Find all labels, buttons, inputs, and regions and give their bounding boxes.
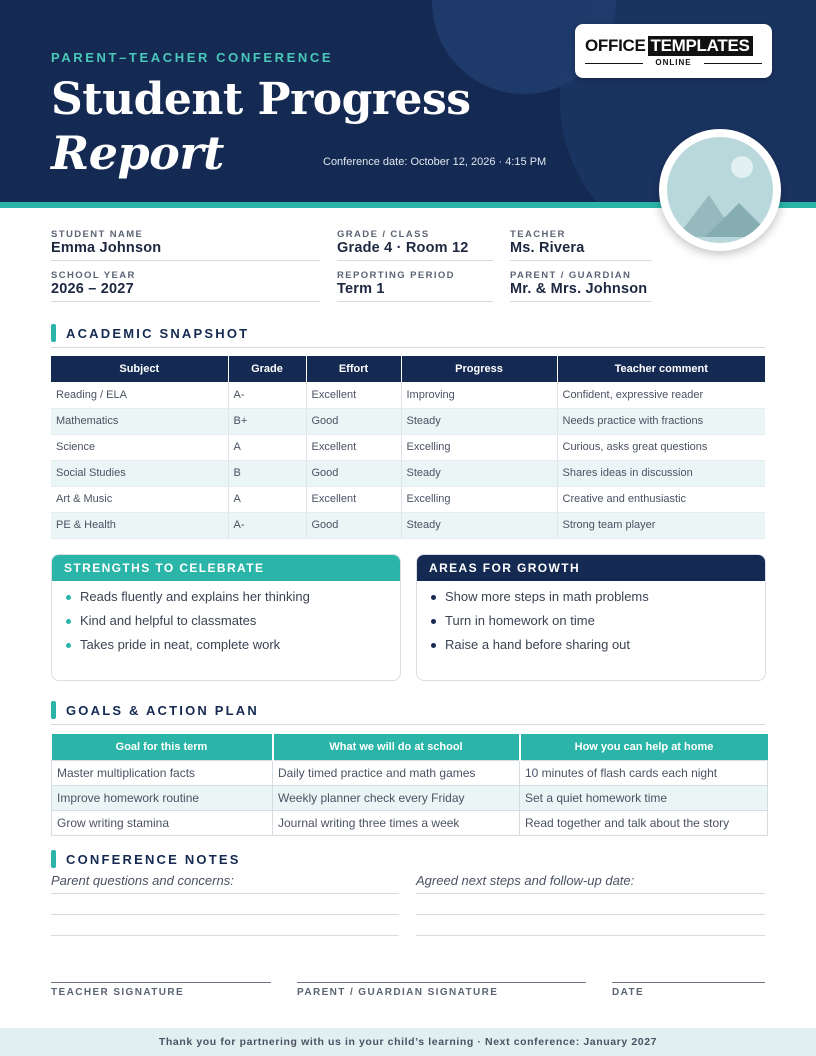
growth-card [416, 554, 766, 681]
table-cell: A [228, 486, 306, 512]
table-row [51, 434, 765, 460]
table-cell: Steady [401, 408, 557, 434]
table-cell: Mathematics [51, 408, 228, 434]
table-cell: Steady [401, 460, 557, 486]
table-row [51, 382, 765, 408]
grade-class-field [337, 229, 493, 261]
table-cell: B [228, 460, 306, 486]
column-header: What we will do at school [273, 734, 520, 760]
table-row [51, 460, 765, 486]
student-name-field [51, 229, 320, 261]
table-cell: Daily timed practice and math games [273, 760, 520, 785]
column-header: Progress [401, 356, 557, 382]
table-cell: Excellent [306, 382, 401, 408]
column-header: How you can help at home [520, 734, 768, 760]
guardian-field [510, 270, 652, 302]
table-cell: PE & Health [51, 512, 228, 538]
grade-class: Grade 4 · Room 12 [337, 240, 469, 256]
section-title: ACADEMIC SNAPSHOT [66, 326, 250, 341]
table-cell: Grow writing stamina [52, 810, 273, 835]
note-writing-line[interactable] [51, 914, 399, 915]
table-cell: Needs practice with fractions [557, 408, 765, 434]
list-item: Reads fluently and explains her thinking [66, 588, 310, 612]
table-cell: Excelling [401, 434, 557, 460]
note-writing-line[interactable] [416, 935, 765, 936]
table-cell: Excellent [306, 434, 401, 460]
table-cell: Art & Music [51, 486, 228, 512]
page-title: Student Progress [51, 74, 471, 125]
page-title-accent: Report [51, 126, 224, 180]
note-writing-line[interactable] [416, 914, 765, 915]
table-cell: Science [51, 434, 228, 460]
table-cell: Journal writing three times a week [273, 810, 520, 835]
column-header: Teacher comment [557, 356, 765, 382]
field-label: STUDENT NAME [51, 229, 144, 240]
table-cell: Steady [401, 512, 557, 538]
note-writing-line[interactable] [416, 893, 765, 894]
student-name: Emma Johnson [51, 240, 162, 256]
table-row [51, 408, 765, 434]
field-label: PARENT / GUARDIAN [510, 270, 632, 281]
table-cell: Good [306, 408, 401, 434]
student-photo-placeholder[interactable] [659, 129, 781, 251]
column-header: Subject [51, 356, 228, 382]
list-item: Takes pride in neat, complete work [66, 636, 310, 660]
table-cell: A- [228, 512, 306, 538]
table-cell: A- [228, 382, 306, 408]
table-cell: Creative and enthusiastic [557, 486, 765, 512]
heading-accent-bar [51, 850, 56, 868]
card-title: STRENGTHS TO CELEBRATE [52, 555, 400, 581]
field-label: SCHOOL YEAR [51, 270, 136, 281]
table-header-row [51, 356, 765, 382]
table-cell: Shares ideas in discussion [557, 460, 765, 486]
parent-signature-label: PARENT / GUARDIAN SIGNATURE [297, 987, 499, 998]
teacher-signature-line[interactable] [51, 982, 271, 983]
field-label: REPORTING PERIOD [337, 270, 455, 281]
heading-accent-bar [51, 701, 56, 719]
goals-table [51, 734, 768, 836]
table-cell: Set a quiet homework time [520, 785, 768, 810]
school-year: 2026 – 2027 [51, 281, 134, 297]
table-row [51, 512, 765, 538]
strengths-card [51, 554, 401, 681]
field-label: TEACHER [510, 229, 566, 240]
header-kicker: PARENT–TEACHER CONFERENCE [51, 50, 334, 65]
page-footer: Thank you for partnering with us in your child’s learning · Next conference: January 2027 [0, 1028, 816, 1056]
table-cell: Strong team player [557, 512, 765, 538]
section-divider [51, 347, 765, 348]
list-item: Raise a hand before sharing out [431, 636, 649, 660]
date-line[interactable] [612, 982, 765, 983]
school-year-field [51, 270, 320, 302]
table-cell: A [228, 434, 306, 460]
logo-subtitle: ONLINE [655, 58, 692, 67]
table-cell: Reading / ELA [51, 382, 228, 408]
logo-word-office: OFFICE [585, 36, 646, 55]
table-cell: Improving [401, 382, 557, 408]
teacher-field [510, 229, 652, 261]
heading-accent-bar [51, 324, 56, 342]
table-row [52, 760, 768, 785]
note-writing-line[interactable] [51, 935, 399, 936]
guardian-name: Mr. & Mrs. Johnson [510, 281, 648, 297]
column-header: Effort [306, 356, 401, 382]
table-cell: Confident, expressive reader [557, 382, 765, 408]
logo-word-templates: TEMPLATES [648, 36, 753, 56]
section-title: CONFERENCE NOTES [66, 852, 241, 867]
table-row [51, 486, 765, 512]
teacher-name: Ms. Rivera [510, 240, 585, 256]
table-cell: Excelling [401, 486, 557, 512]
table-cell: B+ [228, 408, 306, 434]
table-cell: Read together and talk about the story [520, 810, 768, 835]
table-row [52, 785, 768, 810]
reporting-period-field [337, 270, 493, 302]
table-cell: Social Studies [51, 460, 228, 486]
table-row [52, 810, 768, 835]
academic-table [51, 356, 765, 539]
column-header: Grade [228, 356, 306, 382]
teacher-signature-label: TEACHER SIGNATURE [51, 987, 185, 998]
column-header: Goal for this term [52, 734, 273, 760]
table-cell: Weekly planner check every Friday [273, 785, 520, 810]
conference-date: Conference date: October 12, 2026 · 4:15 PM [323, 156, 547, 168]
image-placeholder-icon [667, 137, 773, 243]
card-title: AREAS FOR GROWTH [417, 555, 765, 581]
table-cell: Good [306, 512, 401, 538]
table-cell: Excellent [306, 486, 401, 512]
reporting-period: Term 1 [337, 281, 385, 297]
table-cell: Improve homework routine [52, 785, 273, 810]
field-label: GRADE / CLASS [337, 229, 430, 240]
list-item: Show more steps in math problems [431, 588, 649, 612]
section-divider [51, 724, 765, 725]
date-label: DATE [612, 987, 645, 998]
section-title: GOALS & ACTION PLAN [66, 703, 259, 718]
parent-questions-label: Parent questions and concerns: [51, 873, 234, 888]
parent-signature-line[interactable] [297, 982, 586, 983]
list-item: Kind and helpful to classmates [66, 612, 310, 636]
table-cell: Curious, asks great questions [557, 434, 765, 460]
brand-logo [575, 24, 772, 78]
table-cell: Good [306, 460, 401, 486]
table-header-row [52, 734, 768, 760]
table-cell: 10 minutes of flash cards each night [520, 760, 768, 785]
note-writing-line[interactable] [51, 893, 399, 894]
list-item: Turn in homework on time [431, 612, 649, 636]
table-cell: Master multiplication facts [52, 760, 273, 785]
next-steps-label: Agreed next steps and follow-up date: [416, 873, 635, 888]
